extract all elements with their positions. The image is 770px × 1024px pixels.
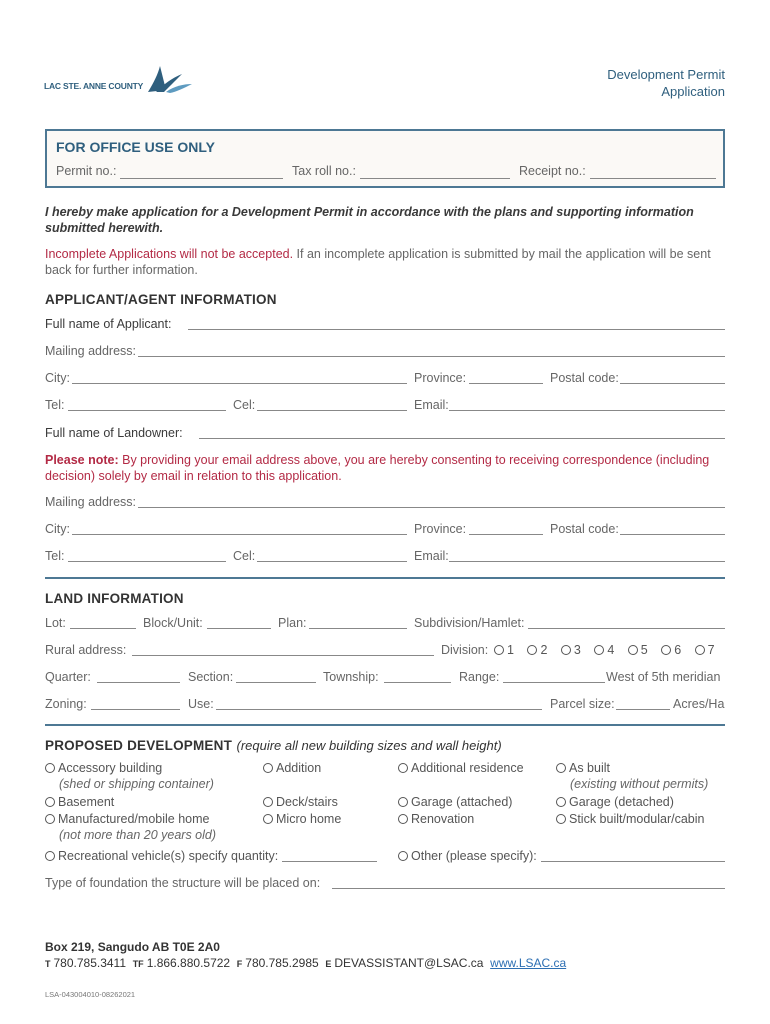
office-title: FOR OFFICE USE ONLY	[56, 139, 215, 155]
landowner-label: Full name of Landowner:	[45, 426, 183, 440]
range-field[interactable]	[503, 682, 605, 683]
plan-label: Plan:	[278, 616, 307, 630]
zoning-label: Zoning:	[45, 697, 87, 711]
radio-icon	[263, 814, 273, 824]
section-field[interactable]	[236, 682, 316, 683]
section-divider	[45, 724, 725, 726]
section-divider	[45, 577, 725, 579]
parcel-field[interactable]	[616, 709, 670, 710]
division-option-1[interactable]: 1	[494, 643, 514, 657]
option-accessory-building[interactable]: Accessory building (shed or shipping container)	[45, 761, 214, 791]
use-label: Use:	[188, 697, 214, 711]
range-label: Range:	[459, 670, 500, 684]
foundation-label: Type of foundation the structure will be placed on:	[45, 876, 321, 890]
division-option-2[interactable]: 2	[527, 643, 547, 657]
radio-icon	[398, 851, 408, 861]
option-recreational-vehicle[interactable]: Recreational vehicle(s) specify quantity:	[45, 849, 278, 863]
radio-icon	[263, 797, 273, 807]
tollfree-number: 1.866.880.5722	[146, 956, 231, 970]
tax-label: Tax roll no.:	[292, 164, 356, 178]
option-additional-residence[interactable]: Additional residence	[398, 761, 524, 775]
lot-field[interactable]	[70, 628, 136, 629]
division-option-3[interactable]: 3	[561, 643, 581, 657]
note-bold: Please note:	[45, 453, 119, 467]
radio-icon	[556, 797, 566, 807]
email-key: E	[325, 959, 332, 969]
fax-key: F	[236, 959, 243, 969]
email-consent-note	[45, 452, 725, 484]
plan-field[interactable]	[309, 628, 407, 629]
option-micro-home[interactable]: Micro home	[263, 812, 341, 826]
division-label: Division:	[441, 643, 489, 657]
incomplete-rest: If an incomplete application is submitted by mail the application will be sent back for further information.	[45, 247, 711, 277]
website-link[interactable]: www.LSAC.ca	[490, 956, 567, 970]
landowner-email-label: Email:	[414, 549, 449, 563]
landowner-field[interactable]	[199, 438, 725, 439]
landowner-tel-field[interactable]	[68, 561, 226, 562]
radio-icon	[45, 814, 55, 824]
proposed-section-title	[45, 737, 502, 755]
landowner-mailing-field[interactable]	[138, 507, 725, 508]
landowner-city-label: City:	[45, 522, 70, 536]
applicant-name-field[interactable]	[188, 329, 725, 330]
other-specify-field[interactable]	[541, 861, 725, 862]
page-title	[607, 66, 725, 100]
acres-label: Acres/Ha	[673, 697, 725, 711]
title-line-2: Application	[661, 84, 725, 99]
phone-number: 780.785.3411	[53, 956, 127, 970]
form-code: LSA-043004010-08262021	[45, 990, 136, 999]
use-field[interactable]	[216, 709, 542, 710]
option-manufactured-home[interactable]: Manufactured/mobile home (not more than 20 years old)	[45, 812, 216, 842]
note-rest: By providing your email address above, you are hereby consenting to receiving correspondence (including decision) solely by email in relation to this application.	[45, 453, 710, 483]
intro-statement: I hereby make application for a Development Permit in accordance with the plans and supporting information submitted herewith.	[45, 205, 694, 235]
landowner-postal-label: Postal code:	[550, 522, 619, 536]
province-label: Province:	[414, 371, 467, 385]
permit-field[interactable]	[120, 178, 283, 179]
section-label: Section:	[188, 670, 234, 684]
meridian-label: West of 5th meridian	[606, 670, 721, 684]
proposed-title: PROPOSED DEVELOPMENT	[45, 738, 233, 753]
division-option-7[interactable]: 7	[695, 643, 715, 657]
option-basement[interactable]: Basement	[45, 795, 114, 809]
rural-label: Rural address:	[45, 643, 127, 657]
province-field[interactable]	[469, 383, 543, 384]
footer-address: Box 219, Sangudo AB T0E 2A0	[45, 940, 220, 954]
option-deck-stairs[interactable]: Deck/stairs	[263, 795, 338, 809]
city-field[interactable]	[72, 383, 407, 384]
block-field[interactable]	[207, 628, 271, 629]
township-label: Township:	[323, 670, 379, 684]
radio-icon	[695, 645, 705, 655]
incomplete-bold: Incomplete Applications will not be accepted.	[45, 247, 294, 261]
radio-icon	[398, 797, 408, 807]
option-garage-detached[interactable]: Garage (detached)	[556, 795, 674, 809]
quarter-label: Quarter:	[45, 670, 91, 684]
subdivision-label: Subdivision/Hamlet:	[414, 616, 525, 630]
lot-label: Lot:	[45, 616, 66, 630]
radio-icon	[494, 645, 504, 655]
postal-field[interactable]	[620, 383, 725, 384]
radio-icon	[45, 763, 55, 773]
tel-label: Tel:	[45, 398, 65, 412]
landowner-cel-field[interactable]	[257, 561, 407, 562]
radio-icon	[561, 645, 571, 655]
option-as-built[interactable]: As built (existing without permits)	[556, 761, 708, 791]
block-label: Block/Unit:	[143, 616, 203, 630]
accessory-note: (shed or shipping container)	[59, 777, 214, 791]
cel-label: Cel:	[233, 398, 256, 412]
division-option-6[interactable]: 6	[661, 643, 681, 657]
rv-quantity-field[interactable]	[282, 861, 377, 862]
tax-field[interactable]	[360, 178, 510, 179]
fax-number: 780.785.2985	[245, 956, 319, 970]
division-options	[494, 643, 715, 657]
incomplete-notice	[45, 246, 725, 278]
permit-label: Permit no.:	[56, 164, 117, 178]
option-stick-built[interactable]: Stick built/modular/cabin	[556, 812, 704, 826]
radio-icon	[45, 851, 55, 861]
landowner-province-label: Province:	[414, 522, 467, 536]
tel-field[interactable]	[68, 410, 226, 411]
receipt-field[interactable]	[590, 178, 716, 179]
landowner-cel-label: Cel:	[233, 549, 256, 563]
landowner-mailing-label: Mailing address:	[45, 495, 137, 509]
email-field[interactable]	[449, 410, 725, 411]
division-option-4[interactable]: 4	[594, 643, 614, 657]
parcel-label: Parcel size:	[550, 697, 615, 711]
option-other[interactable]: Other (please specify):	[398, 849, 537, 863]
radio-icon	[661, 645, 671, 655]
radio-icon	[263, 763, 273, 773]
landowner-postal-field[interactable]	[620, 534, 725, 535]
logo-text: LAC STE. ANNE COUNTY	[44, 81, 144, 91]
option-renovation[interactable]: Renovation	[398, 812, 474, 826]
applicant-section-title: APPLICANT/AGENT INFORMATION	[45, 292, 277, 307]
radio-icon	[398, 814, 408, 824]
county-logo	[44, 64, 194, 96]
radio-icon	[45, 797, 55, 807]
tollfree-key: TF	[132, 959, 144, 969]
proposed-subtitle: (require all new building sizes and wall height)	[236, 738, 502, 753]
receipt-label: Receipt no.:	[519, 164, 586, 178]
township-field[interactable]	[384, 682, 451, 683]
email-label: Email:	[414, 398, 449, 412]
as-built-note: (existing without permits)	[570, 777, 709, 791]
quarter-field[interactable]	[97, 682, 180, 683]
phone-key: T	[45, 959, 51, 969]
landowner-tel-label: Tel:	[45, 549, 65, 563]
option-garage-attached[interactable]: Garage (attached)	[398, 795, 512, 809]
radio-icon	[556, 763, 566, 773]
landowner-email-field[interactable]	[449, 561, 725, 562]
radio-icon	[527, 645, 537, 655]
office-use-box	[45, 129, 725, 188]
mailing-label: Mailing address:	[45, 344, 137, 358]
radio-icon	[556, 814, 566, 824]
rural-field[interactable]	[132, 655, 434, 656]
manufactured-note: (not more than 20 years old)	[59, 828, 217, 842]
postal-label: Postal code:	[550, 371, 619, 385]
radio-icon	[628, 645, 638, 655]
contact-email: DEVASSISTANT@LSAC.ca	[334, 956, 484, 970]
bird-icon	[144, 64, 194, 94]
footer-contacts	[45, 956, 566, 970]
applicant-name-label: Full name of Applicant:	[45, 317, 172, 331]
division-option-5[interactable]: 5	[628, 643, 648, 657]
land-section-title: LAND INFORMATION	[45, 591, 184, 606]
landowner-city-field[interactable]	[72, 534, 407, 535]
subdivision-field[interactable]	[528, 628, 725, 629]
city-label: City:	[45, 371, 70, 385]
zoning-field[interactable]	[91, 709, 180, 710]
radio-icon	[398, 763, 408, 773]
cel-field[interactable]	[257, 410, 407, 411]
mailing-field[interactable]	[138, 356, 725, 357]
radio-icon	[594, 645, 604, 655]
title-line-1: Development Permit	[607, 67, 725, 82]
landowner-province-field[interactable]	[469, 534, 543, 535]
foundation-field[interactable]	[332, 888, 725, 889]
option-addition[interactable]: Addition	[263, 761, 321, 775]
